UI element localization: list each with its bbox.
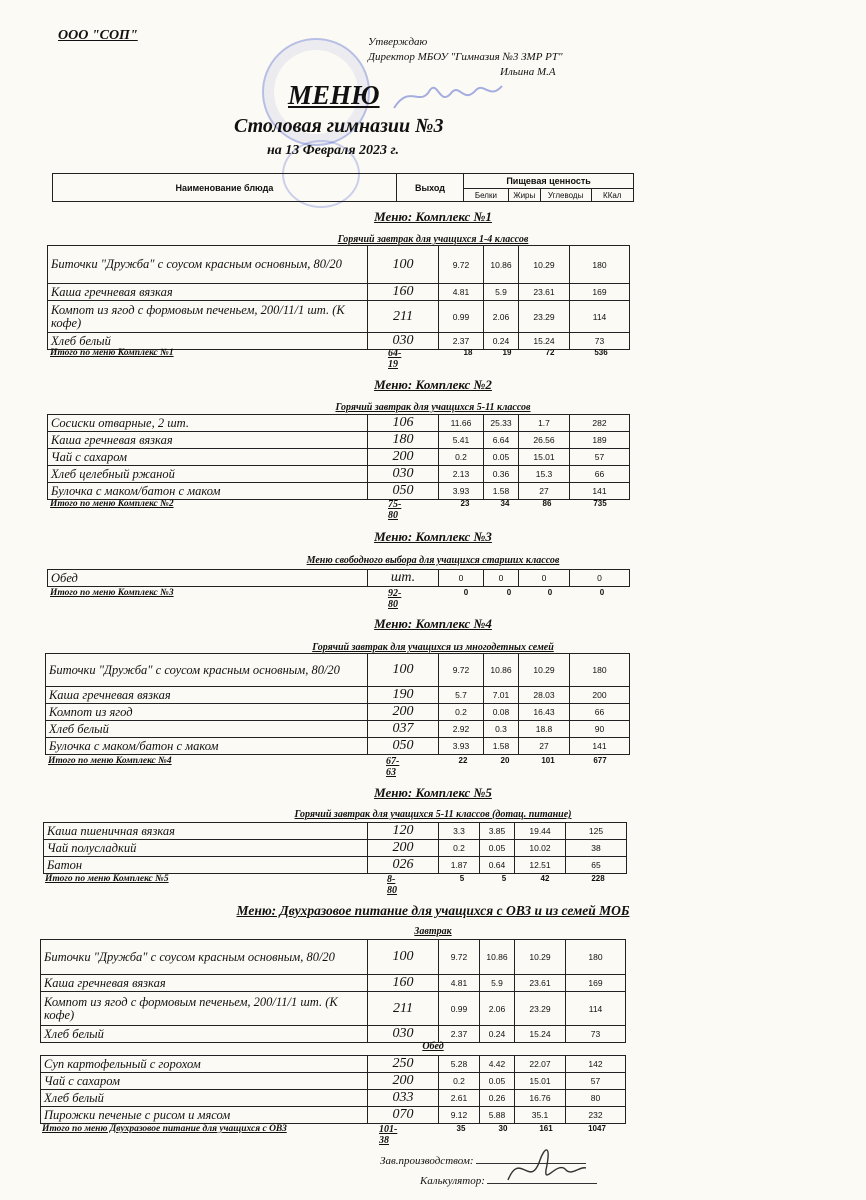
section-5-subtitle: Горячий завтрак для учащихся 5-11 классов (дотац. питание) [294,809,572,820]
section-1-subtitle: Горячий завтрак для учащихся 1-4 классов [337,234,529,245]
table-row: Хлеб целебный ржаной 030 2.13 0.36 15.3 66 [48,466,630,483]
table-row: Компот из ягод с формовым печеньем, 200/11/1 шт. (К кофе) 211 0.99 2.06 23.29 114 [48,301,630,333]
section-5-title: Меню: Комплекс №5 [374,785,492,800]
table-row: Булочка с маком/батон с маком 050 3.93 1.58 27 141 [48,483,630,500]
col-carbs: Углеводы [540,189,591,202]
section-5-table [43,822,627,874]
section-2-subtitle: Горячий завтрак для учащихся 5-11 классов [335,402,531,413]
table-row: Биточки "Дружба" с соусом красным основным, 80/20 100 9.72 10.86 10.29 180 [46,654,630,687]
table-row: Хлеб белый 037 2.92 0.3 18.8 90 [46,721,630,738]
table-row: Булочка с маком/батон с маком 050 3.93 1.58 27 141 [46,738,630,755]
section-6-title: Меню: Двухразовое питание для учащихся с ОВЗ и из семей МОБ [236,903,630,918]
director-signature [390,78,510,118]
section-4-title: Меню: Комплекс №4 [374,616,492,631]
approval-name: Ильина М.А [500,66,556,78]
approval-block [368,35,563,80]
section-3-title: Меню: Комплекс №3 [374,529,492,544]
col-protein: Белки [464,189,509,202]
approval-position: Директор МБОУ "Гимназия №3 ЗМР РТ" [368,51,563,63]
table-row: Обед шт. 0 0 0 0 [48,570,630,587]
column-header [52,173,634,202]
section-2-table [47,414,630,500]
table-row: Батон 026 1.87 0.64 12.51 65 [44,857,627,874]
page-title: МЕНЮ [288,80,380,110]
section-3-subtitle: Меню свободного выбора для учащихся старших классов [306,555,560,566]
col-kcal: ККал [591,189,634,202]
production-head-label: Зав.производством: [380,1155,474,1167]
table-row: Хлеб белый 030 2.37 0.24 15.24 73 [48,333,630,350]
section-6-subtitle-lunch: Обед [422,1041,444,1052]
section-1-table [47,245,630,350]
section-6-lunch-table [40,1055,626,1124]
calculator-label: Калькулятор: [420,1175,485,1187]
section-6-breakfast-table [40,939,626,1043]
table-row: Каша пшеничная вязкая 120 3.3 3.85 19.44 125 [44,823,627,840]
table-row: Сосиски отварные, 2 шт. 106 11.66 25.33 1.7 282 [48,415,630,432]
col-nutrition: Пищевая ценность [464,174,634,189]
table-row: Чай с сахаром 200 0.2 0.05 15.01 57 [41,1073,626,1090]
col-output: Выход [396,174,463,202]
col-name: Наименование блюда [53,174,397,202]
organization-name: ООО "СОП" [58,28,138,43]
menu-date: на 13 Февраля 2023 г. [267,143,400,158]
table-row: Чай полусладкий 200 0.2 0.05 10.02 38 [44,840,627,857]
section-1-title: Меню: Комплекс №1 [374,209,492,224]
table-row: Каша гречневая вязкая 180 5.41 6.64 26.56 189 [48,432,630,449]
table-row: Компот из ягод с формовым печеньем, 200/11/1 шт. (К кофе) 211 0.99 2.06 23.29 114 [41,992,626,1026]
production-head-signature [500,1140,590,1198]
section-6-subtitle-breakfast: Завтрак [414,926,452,937]
table-row: Чай с сахаром 200 0.2 0.05 15.01 57 [48,449,630,466]
table-row: Хлеб белый 033 2.61 0.26 16.76 80 [41,1090,626,1107]
section-2-title: Меню: Комплекс №2 [374,377,492,392]
approval-label: Утверждаю [368,36,428,48]
table-row: Каша гречневая вязкая 190 5.7 7.01 28.03 200 [46,687,630,704]
table-row: Каша гречневая вязкая 160 4.81 5.9 23.61 169 [41,975,626,992]
col-fat: Жиры [508,189,540,202]
table-row: Суп картофельный с горохом 250 5.28 4.42 22.07 142 [41,1056,626,1073]
section-4-table [45,653,630,755]
table-row: Хлеб белый 030 2.37 0.24 15.24 73 [41,1026,626,1043]
table-row: Биточки "Дружба" с соусом красным основным, 80/20 100 9.72 10.86 10.29 180 [41,940,626,975]
table-row: Каша гречневая вязкая 160 4.81 5.9 23.61 169 [48,284,630,301]
table-row: Биточки "Дружба" с соусом красным основным, 80/20 100 9.72 10.86 10.29 180 [48,246,630,284]
table-row: Пирожки печеные с рисом и мясом 070 9.12 5.88 35.1 232 [41,1107,626,1124]
section-3-table [47,569,630,587]
section-4-subtitle: Горячий завтрак для учащихся из многодетных семей [312,642,554,653]
table-row: Компот из ягод 200 0.2 0.08 16.43 66 [46,704,630,721]
page-subtitle: Столовая гимназии №3 [234,115,444,137]
